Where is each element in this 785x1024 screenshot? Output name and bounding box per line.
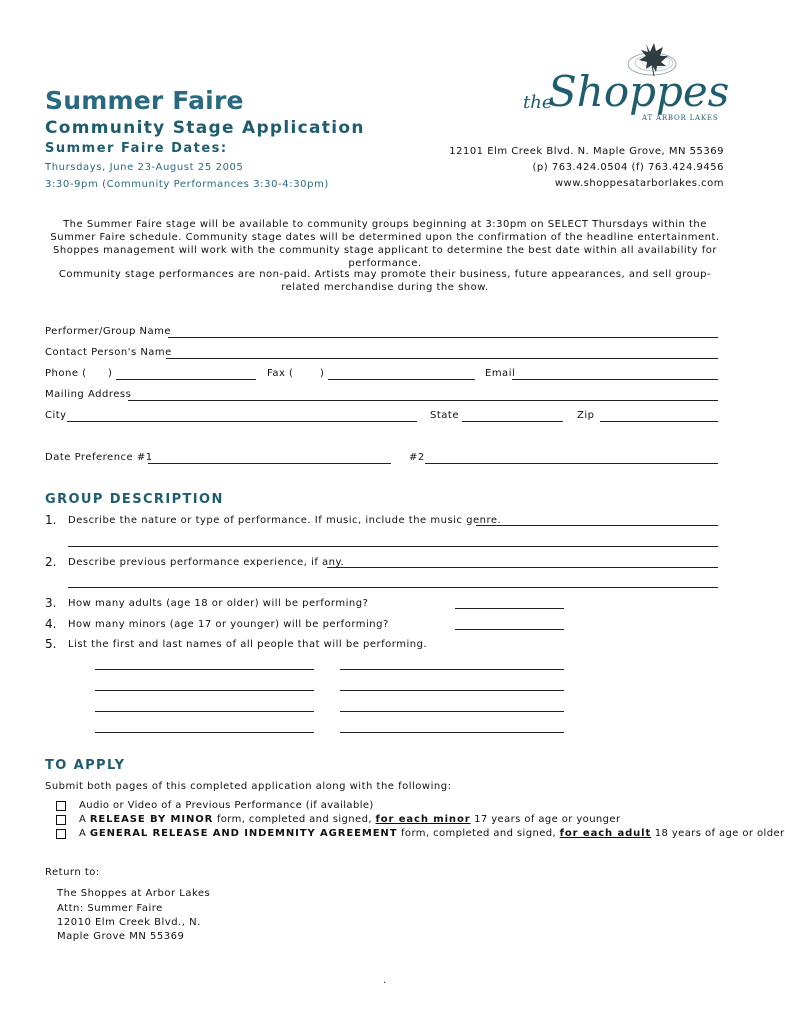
q1-number: 1. (45, 513, 57, 527)
contact-person-label: Contact Person's Name (45, 347, 172, 358)
contact-phones: (p) 763.424.0504 (f) 763.424.9456 (532, 162, 724, 173)
q3-text: How many adults (age 18 or older) will be performing? (68, 598, 369, 609)
logo-tagline: AT ARBOR LAKES (642, 114, 719, 122)
intro-paragraph: The Summer Faire stage will be available to community groups beginning at 3:30pm on SELECT Thursdays within the Summer Faire schedule. Community stage dates will be determined upon the confirmation of the headline entertainment. Shoppes management will work with the community stage applicant to determine the best date within all availability for performance. (50, 219, 720, 269)
mailing-label: Mailing Address (45, 389, 132, 400)
item2-suffix: 17 years of age or younger (470, 814, 621, 825)
city-label: City (45, 410, 67, 421)
times-line: 3:30-9pm (Community Performances 3:30-4:30pm) (45, 179, 329, 190)
apply-item-general-release (79, 828, 785, 839)
name-line[interactable] (340, 669, 564, 670)
phone-label: Phone ( (45, 368, 87, 379)
city-row (45, 410, 720, 424)
item3-mid: form, completed and signed, (397, 828, 560, 839)
apply-item-audio-video: Audio or Video of a Previous Performance (if available) (79, 800, 374, 811)
q3-number: 3. (45, 596, 57, 610)
mailing-row (45, 389, 720, 403)
footer-mark: . (383, 975, 387, 986)
performer-field[interactable] (168, 337, 718, 338)
zip-field[interactable] (600, 421, 718, 422)
phone-row (45, 368, 720, 382)
name-line[interactable] (340, 732, 564, 733)
return-to-label: Return to: (45, 867, 100, 878)
contact-person-field[interactable] (166, 358, 718, 359)
date-pref1-field[interactable] (148, 463, 391, 464)
q3-answer-line[interactable] (455, 608, 564, 609)
date-pref2-field[interactable] (425, 463, 718, 464)
return-line-3: 12010 Elm Creek Blvd., N. (57, 917, 201, 928)
performer-row (45, 326, 720, 340)
phone-paren: ) (108, 368, 113, 379)
page-title: Summer Faire (45, 86, 244, 115)
q1-answer-line-2[interactable] (68, 546, 718, 547)
q1-text: Describe the nature or type of performance. If music, include the music genre. (68, 515, 502, 526)
release-by-minor-text: RELEASE BY MINOR (89, 814, 214, 825)
q2-answer-line[interactable] (327, 567, 718, 568)
item3-suffix: 18 years of age or older (651, 828, 785, 839)
q5-text: List the first and last names of all people that will be performing. (68, 639, 428, 650)
logo-the: the (523, 92, 553, 113)
state-label: State (430, 410, 459, 421)
for-each-adult-text: for each adult (559, 828, 652, 839)
checkbox-release-minor[interactable] (56, 815, 66, 825)
name-line[interactable] (340, 711, 564, 712)
item3-prefix: A (79, 828, 90, 839)
email-label: Email (485, 368, 516, 379)
state-field[interactable] (462, 421, 563, 422)
city-field[interactable] (67, 421, 417, 422)
general-release-text: GENERAL RELEASE AND INDEMNITY AGREEMENT (89, 828, 398, 839)
fax-paren: ) (320, 368, 325, 379)
contact-person-row (45, 347, 720, 361)
name-line[interactable] (95, 711, 314, 712)
zip-label: Zip (577, 410, 595, 421)
q1-answer-line[interactable] (476, 525, 718, 526)
performer-label: Performer/Group Name (45, 326, 172, 337)
name-line[interactable] (95, 690, 314, 691)
q2-number: 2. (45, 555, 57, 569)
page-subtitle: Community Stage Application (45, 118, 365, 138)
return-line-1: The Shoppes at Arbor Lakes (57, 888, 211, 899)
q5-number: 5. (45, 637, 57, 651)
to-apply-heading: TO APPLY (45, 758, 126, 773)
email-field[interactable] (512, 379, 718, 380)
checkbox-audio-video[interactable] (56, 801, 66, 811)
q2-answer-line-2[interactable] (68, 587, 718, 588)
date-pref2-label: #2 (409, 452, 425, 463)
shoppes-logo (520, 38, 730, 134)
item2-mid: form, completed and signed, (213, 814, 376, 825)
contact-website: www.shoppesatarborlakes.com (554, 178, 724, 189)
name-line[interactable] (340, 690, 564, 691)
non-paid-paragraph: Community stage performances are non-paid. Artists may promote their business, future appearances, and sell group-related merchandise during the show. (58, 269, 712, 293)
q2-text: Describe previous performance experience, if any. (68, 557, 345, 568)
date-pref1-label: Date Preference #1 (45, 452, 153, 463)
contact-address: 12101 Elm Creek Blvd. N. Maple Grove, MN 55369 (449, 146, 724, 157)
q4-text: How many minors (age 17 or younger) will be performing? (68, 619, 389, 630)
return-line-4: Maple Grove MN 55369 (57, 931, 185, 942)
for-each-minor-text: for each minor (375, 814, 471, 825)
q4-answer-line[interactable] (455, 629, 564, 630)
date-pref-row (45, 452, 720, 466)
fax-field[interactable] (328, 379, 475, 380)
fax-label: Fax ( (267, 368, 294, 379)
q4-number: 4. (45, 617, 57, 631)
apply-intro: Submit both pages of this completed application along with the following: (45, 781, 452, 792)
group-description-heading: GROUP DESCRIPTION (45, 492, 224, 507)
logo-name: Shoppes (548, 67, 730, 116)
name-line[interactable] (95, 732, 314, 733)
dates-heading: Summer Faire Dates: (45, 141, 228, 156)
return-line-2: Attn: Summer Faire (57, 903, 163, 914)
checkbox-general-release[interactable] (56, 829, 66, 839)
item2-prefix: A (79, 814, 90, 825)
phone-field[interactable] (116, 379, 256, 380)
name-line[interactable] (95, 669, 314, 670)
mailing-field[interactable] (128, 400, 718, 401)
dates-line: Thursdays, June 23-August 25 2005 (45, 162, 244, 173)
apply-item-release-minor (79, 814, 620, 825)
